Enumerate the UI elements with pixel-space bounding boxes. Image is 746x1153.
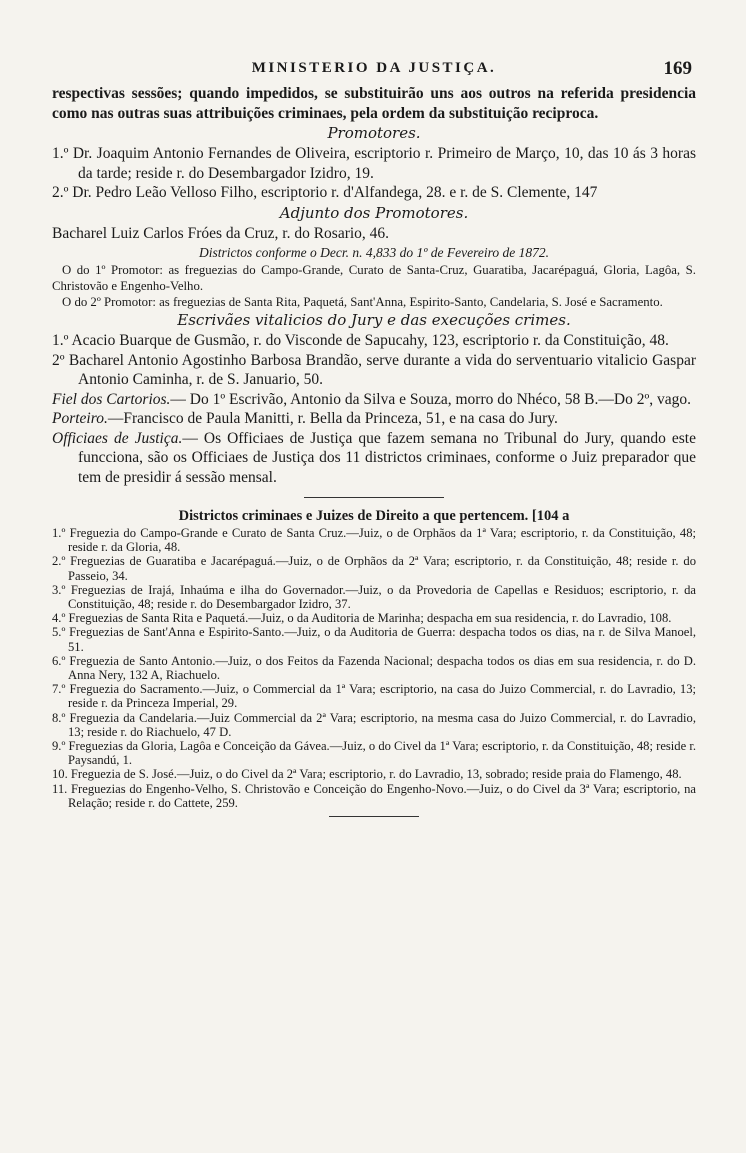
end-divider — [329, 816, 419, 817]
juizes-heading — [52, 506, 696, 526]
porteiro-label: Porteiro. — [52, 410, 108, 427]
fiel-text: — Do 1º Escrivão, Antonio da Silva e Souza, morro do Nhéco, 58 B.—Do 2º, vago. — [170, 390, 692, 408]
promotor-entry-1: 1.º Dr. Joaquim Antonio Fernandes de Oliveira, escriptorio r. Primeiro de Março, 10, das 10 ás 3 horas da tarde; reside r. do Desembargador Izidro, 19. — [52, 145, 696, 182]
page-number: 169 — [663, 58, 692, 79]
juiz-entry-4: 4.º Freguezias de Santa Rita e Paquetá.—Juiz, o da Auditoria de Marinha; despacha em sua residencia, r. do Lavradio, 108. — [52, 611, 672, 626]
juiz-entry-1: 1.º Freguezia do Campo-Grande e Curato de Santa Cruz.—Juiz, o de Orphãos da 1ª Vara; escriptorio, r. da Constituição, 48; reside r. da Gloria, 48. — [52, 526, 696, 555]
porteiro-entry — [52, 409, 696, 429]
fiel-label: Fiel dos Cartorios. — [52, 390, 171, 408]
juizes-heading-text: Districtos criminaes e Juizes de Direito a que pertencem. — [178, 508, 529, 524]
juiz-entry-11: 11. Freguezias do Engenho-Velho, S. Christovão e Conceição do Engenho-Novo.—Juiz, o do Civel da 3ª Vara; escriptorio, na Relação; reside r. do Cattete, 259. — [52, 781, 696, 810]
promotores-heading: Promotores. — [327, 124, 421, 142]
escrivao-entry-2: 2º Bacharel Antonio Agostinho Barbosa Brandão, serve durante a vida do serventuario vitalicio Gaspar Antonio Caminha, r. de S. Januario, 50. — [52, 351, 696, 388]
juiz-entry-3: 3.º Freguezias de Irajá, Inhaúma e ilha do Governador.—Juiz, o da Provedoria de Capellas e Residuos; escriptorio, r. da Constituição, 48; reside r. do Desembargador Izidro, 37. — [52, 582, 696, 612]
juiz-entry-7: 7.º Freguezia do Sacramento.—Juiz, o Commercial da 1ª Vara; escriptorio, na casa do Juizo Commercial, r. do Lavradio, 13; reside r. da Princeza Imperial, 29. — [52, 682, 696, 711]
fiel-entry — [52, 390, 696, 410]
adjunto-entry: Bacharel Luiz Carlos Fróes da Cruz, r. do Rosario, 46. — [52, 224, 390, 242]
officiaes-label: Officiaes de Justiça. — [52, 429, 183, 447]
juiz-entry-6: 6.º Freguezia de Santo Antonio.—Juiz, o dos Feitos da Fazenda Nacional; despacha todos os dias em sua residencia, r. do D. Anna Nery, 132 A, Riachuelo. — [52, 653, 696, 683]
escrivao-entry-1: 1.º Acacio Buarque de Gusmão, r. do Visconde de Sapucahy, 123, escriptorio r. da Constituição, 48. — [52, 332, 669, 349]
juiz-entry-2: 2.º Freguezias de Guaratiba e Jacarépaguá.—Juiz, o de Orphãos da 2ª Vara; escriptorio, r. da Constituição, 48; reside r. do Passeio, 34. — [52, 554, 696, 583]
adjunto-heading: Adjunto dos Promotores. — [279, 203, 469, 222]
officiaes-entry — [52, 429, 696, 488]
header-title: MINISTERIO DA JUSTIÇA. — [251, 60, 497, 76]
juiz-entry-10: 10. Freguezia de S. José.—Juiz, o do Civel da 2ª Vara; escriptorio, r. do Lavradio, 13, sobrado; reside praia do Flamengo, 48. — [52, 767, 682, 782]
running-header — [52, 60, 696, 84]
districtos-heading: Districtos conforme o Decr. n. 4,833 do 1º de Fevereiro de 1872. — [199, 245, 549, 260]
promotor-entry-2: 2.º Dr. Pedro Leão Velloso Filho, escriptorio r. d'Alfandega, 28. e r. de S. Clemente, 147 — [52, 184, 598, 201]
districto-entry-2: O do 2º Promotor: as freguezias de Santa Rita, Paquetá, Sant'Anna, Espirito-Santo, Candelaria, S. José e Sacramento. — [62, 295, 663, 309]
juiz-entry-5: 5.º Freguezias de Sant'Anna e Espirito-Santo.—Juiz, o da Auditoria de Guerra: despacha todos os dias, na r. de Silva Manoel, 51. — [52, 625, 696, 654]
officiaes-text: — Os Officiaes de Justiça que fazem semana no Tribunal do Jury, quando este funcciona, são os Officiaes de Justiça dos 11 districtos criminaes, conforme o Juiz preparador que tem de presidir á sessão mensal. — [78, 429, 696, 486]
juiz-entry-8: 8.º Freguezia da Candelaria.—Juiz Commercial da 2ª Vara; escriptorio, na mesma casa do Juizo Commercial, r. do Lavradio, 13; reside r. do Riachuelo, 47 D. — [52, 710, 696, 739]
districto-entry-1: O do 1º Promotor: as freguezias do Campo-Grande, Curato de Santa-Cruz, Guaratiba, Jacarépaguá, Gloria, Lagôa, S. Christovão e Engenho-Velho. — [52, 263, 696, 293]
juizes-list — [52, 526, 696, 810]
juiz-entry-9: 9.º Freguezias da Gloria, Lagôa e Conceição da Gávea.—Juiz, o do Civel da 1ª Vara; escriptorio, r. da Constituição, 48; reside r. Paysandú, 1. — [52, 739, 696, 768]
escrivaes-heading: Escrivães vitalicios do Jury e das execuções crimes. — [177, 311, 571, 329]
juizes-heading-ref: [104 a — [531, 508, 570, 524]
intro-paragraph: respectivas sessões; quando impedidos, se substituirão uns aos outros na referida presidencia como nas outras suas attribuições criminaes, pela ordem da substituição reciproca. — [52, 85, 696, 122]
section-divider — [304, 497, 444, 498]
porteiro-text: —Francisco de Paula Manitti, r. Bella da Princeza, 51, e na casa do Jury. — [107, 410, 558, 427]
